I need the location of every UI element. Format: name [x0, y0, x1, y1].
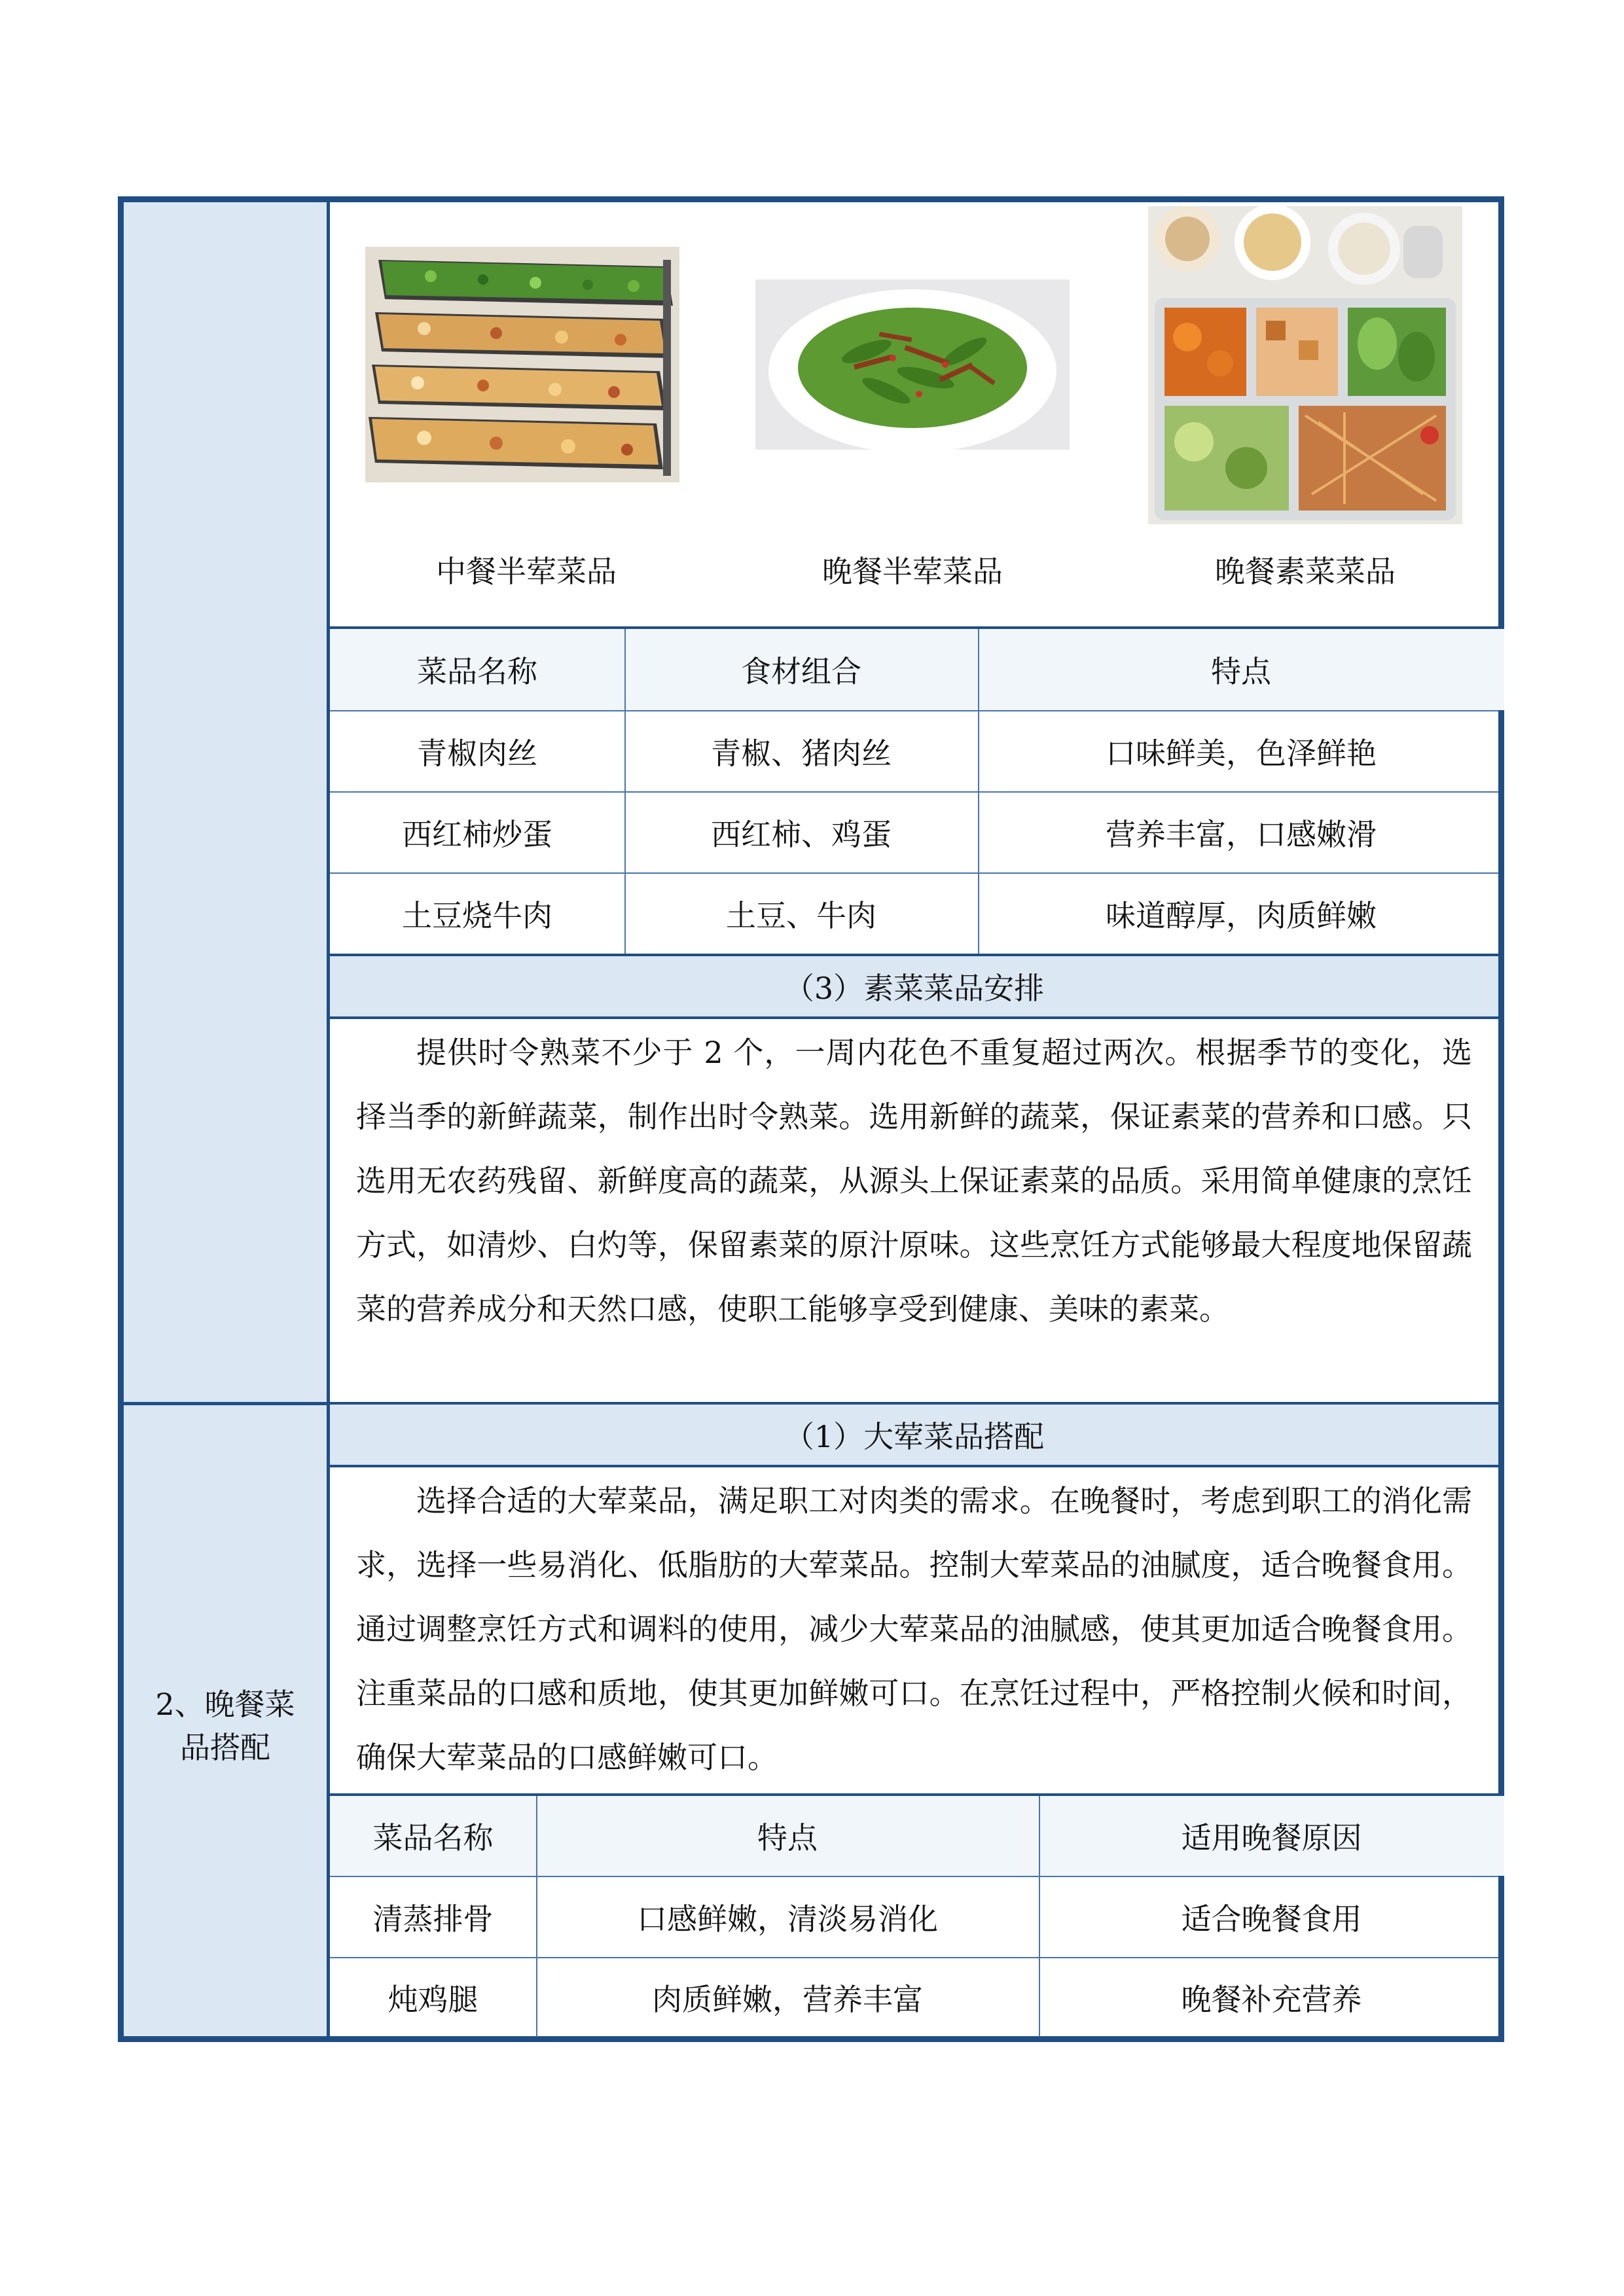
section2-label-line1: 2、晚餐菜: [155, 1687, 295, 1722]
section1-subheading: （3）素菜菜品安排: [330, 956, 1498, 1016]
caption-dinner-vegetarian: 晚餐素菜菜品: [1215, 554, 1396, 589]
section2-label: [124, 1683, 327, 1769]
dish-photo-row: [330, 202, 1498, 626]
table-cell: 味道醇厚，肉质鲜嫩: [1106, 898, 1377, 933]
left-column-divider: [124, 1402, 327, 1405]
divider: [330, 1465, 1498, 1467]
table-header-cell: 特点: [757, 1820, 818, 1856]
table-header-cell: 食材组合: [741, 654, 861, 689]
column-divider: [624, 629, 626, 954]
caption-dinner-half-meat: 晚餐半荤菜品: [822, 554, 1003, 589]
table-cell: 青椒、猪肉丝: [711, 736, 892, 771]
table-cell: 营养丰富，口感嫩滑: [1106, 817, 1377, 852]
content-table: [118, 196, 1504, 2042]
column-divider: [1039, 1796, 1040, 2037]
table-cell: 清蒸排骨: [372, 1901, 494, 1937]
table-cell: 西红柿炒蛋: [402, 817, 552, 852]
table-cell: 肉质鲜嫩，营养丰富: [652, 1982, 923, 2017]
vegetarian-paragraph: 提供时令熟菜不少于 2 个，一周内花色不重复超过两次。根据季节的变化，选择当季的新鲜蔬菜，制作出时令熟菜。选用新鲜的蔬菜，保证素菜的营养和口感。只选用无农药残留、新鲜度高的蔬菜，从源头上保证素菜的品质。采用简单健康的烹饪方式，如清炒、白灼等，保留素菜的原汁原味。这些烹饪方式能够最大程度地保留蔬菜的营养成分和天然口感，使职工能够享受到健康、美味的素菜。: [356, 1035, 1472, 1327]
dish-ingredients-table: [330, 629, 1498, 954]
dinner-vegetarian-photo: [1148, 206, 1462, 524]
section2-subheading: （1）大荤菜品搭配: [330, 1405, 1498, 1465]
dinner-half-meat-photo: [755, 279, 1070, 450]
divider: [330, 1016, 1498, 1019]
table-cell: 口感鲜嫩，清淡易消化: [637, 1901, 938, 1937]
table-cell: 土豆烧牛肉: [402, 898, 552, 933]
table-header-cell: 特点: [1211, 654, 1271, 689]
table-header-cell: 菜品名称: [372, 1820, 494, 1856]
table-cell: 口味鲜美，色泽鲜艳: [1106, 736, 1377, 771]
table-cell: 炖鸡腿: [388, 1982, 478, 2017]
table-cell: 晚餐补充营养: [1181, 1982, 1362, 2017]
table-cell: 青椒肉丝: [417, 736, 537, 771]
right-content-column: [330, 202, 1498, 2036]
dinner-dish-table: [330, 1796, 1498, 2037]
table-cell: 土豆、牛肉: [726, 898, 876, 933]
left-label-column: [124, 202, 330, 2036]
column-divider: [536, 1796, 537, 2037]
table-header-cell: 菜品名称: [417, 654, 537, 689]
lunch-half-meat-photo: [365, 247, 679, 482]
column-divider: [978, 629, 979, 954]
section2-label-line2: 品搭配: [180, 1730, 270, 1765]
meat-dish-paragraph: 选择合适的大荤菜品，满足职工对肉类的需求。在晚餐时，考虑到职工的消化需求，选择一些易消化、低脂肪的大荤菜品。控制大荤菜品的油腻度，适合晚餐食用。通过调整烹饪方式和调料的使用，减少大荤菜品的油腻感，使其更加适合晚餐食用。注重菜品的口感和质地，使其更加鲜嫩可口。在烹饪过程中，严格控制火候和时间，确保大荤菜品的口感鲜嫩可口。: [356, 1483, 1472, 1775]
table-cell: 适合晚餐食用: [1181, 1901, 1362, 1937]
caption-lunch-half-meat: 中餐半荤菜品: [436, 554, 617, 589]
table-header-cell: 适用晚餐原因: [1181, 1820, 1362, 1856]
table-cell: 西红柿、鸡蛋: [711, 817, 892, 852]
